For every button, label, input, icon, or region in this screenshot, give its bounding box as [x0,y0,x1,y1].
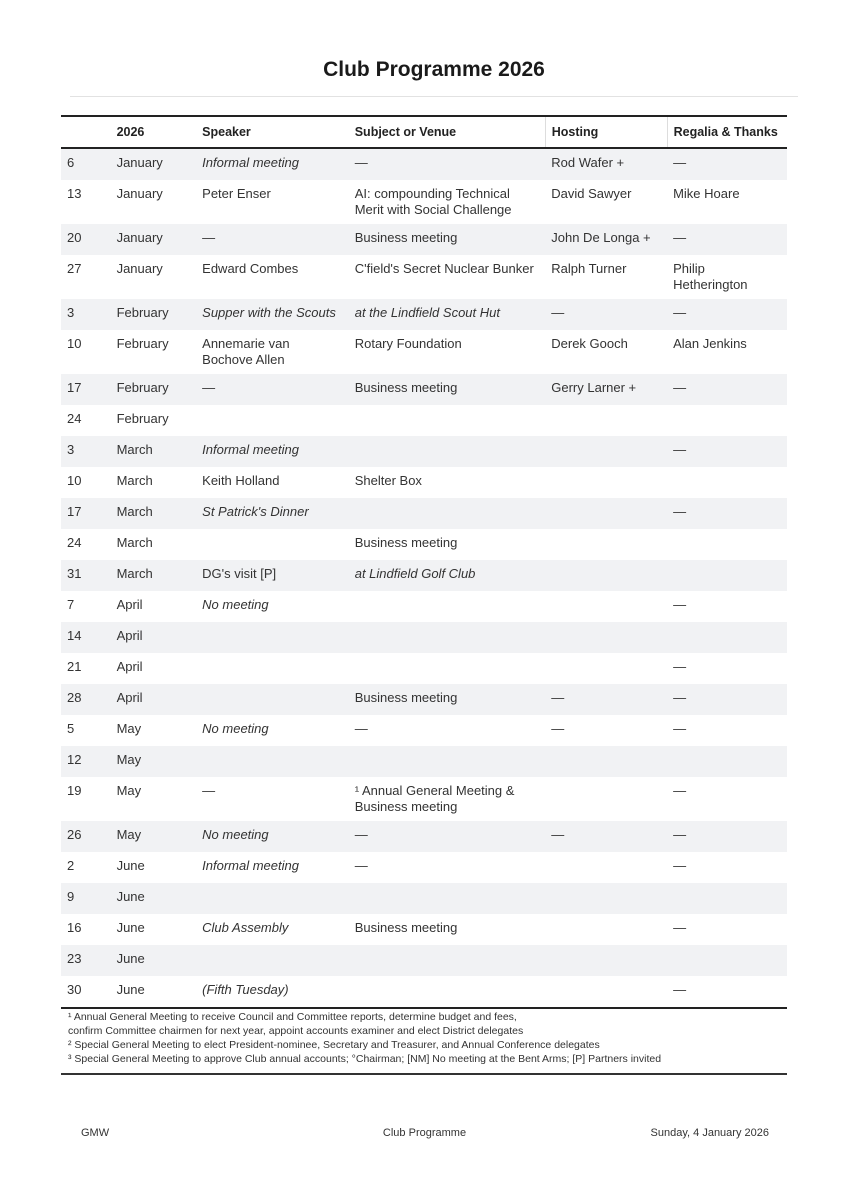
header-month: 2026 [111,116,197,148]
cell-speaker [196,883,349,914]
cell-subject: — [354,858,368,873]
cell-speaker [196,746,349,777]
cell-regalia: — [667,374,787,405]
cell-regalia: — [673,659,687,674]
table-row [61,436,787,467]
cell-regalia [667,746,787,777]
cell-month: June [111,976,197,1008]
table-row [61,777,787,821]
cell-hosting [545,883,667,914]
footnote-2: ² Special General Meeting to elect President-nominee, Secretary and Treasurer, and Annual Conference delegates [68,1039,600,1051]
table-row [61,330,787,374]
cell-speaker: — [196,224,349,255]
table-row [61,746,787,777]
table-row [61,976,787,1008]
table-body [61,148,787,1008]
cell-regalia: — [673,597,687,612]
cell-subject: Rotary Foundation [354,336,462,351]
cell-speaker [196,684,349,715]
cell-day: 23 [61,945,111,976]
cell-hosting [545,529,667,560]
cell-regalia: — [667,976,787,1008]
cell-day: 28 [61,684,111,715]
cell-month: January [116,186,163,201]
cell-regalia: — [667,821,787,852]
title-divider [70,96,798,97]
notes-divider [61,1073,787,1075]
cell-regalia: — [673,920,687,935]
cell-regalia [667,883,787,914]
cell-month: March [111,436,197,467]
cell-month: May [116,721,142,736]
cell-month: May [111,746,197,777]
cell-hosting [545,914,667,945]
cell-day: 16 [67,920,82,935]
header-hosting: Hosting [545,116,667,148]
cell-hosting [545,945,667,976]
cell-subject: at Lindfield Golf Club [349,560,546,591]
cell-speaker: No meeting [196,821,349,852]
cell-subject [349,405,546,436]
table-row [61,715,787,746]
table-row [61,299,787,330]
cell-month: June [116,920,145,935]
cell-day: 12 [61,746,111,777]
table-row [61,255,787,299]
cell-subject: C'field's Secret Nuclear Bunker [354,261,534,276]
cell-month: February [111,374,197,405]
cell-subject: at the Lindfield Scout Hut [349,299,546,330]
cell-speaker: Informal meeting [196,148,349,180]
table-row [61,591,787,622]
cell-regalia: Mike Hoare [673,186,740,201]
cell-hosting: David Sawyer [551,186,632,201]
table-row [61,653,787,684]
cell-subject [349,746,546,777]
cell-hosting: — [545,299,667,330]
cell-hosting [545,777,667,821]
cell-speaker: DG's visit [P] [196,560,349,591]
table-row [61,852,787,883]
cell-day: 6 [61,148,111,180]
cell-speaker: (Fifth Tuesday) [196,976,349,1008]
cell-subject: — [349,821,546,852]
cell-day: 14 [61,622,111,653]
cell-month: June [111,945,197,976]
cell-subject: Business meeting [349,684,546,715]
table-row [61,498,787,529]
cell-day: 21 [67,659,82,674]
cell-day: 19 [67,783,82,798]
cell-subject: Business meeting [349,224,546,255]
cell-day: 17 [61,374,111,405]
cell-regalia: Philip Hetherington [673,261,748,292]
cell-regalia [667,945,787,976]
table-row [61,560,787,591]
cell-regalia: — [667,684,787,715]
cell-hosting [545,976,667,1008]
cell-month: March [111,560,197,591]
cell-regalia: — [667,148,787,180]
cell-subject [349,622,546,653]
cell-day: 27 [67,261,82,276]
cell-speaker: Supper with the Scouts [196,299,349,330]
table-row [61,374,787,405]
table-row [61,883,787,914]
cell-hosting [545,622,667,653]
cell-hosting [545,591,667,622]
cell-subject: Business meeting [354,920,458,935]
table-row [61,529,787,560]
cell-hosting: Ralph Turner [551,261,627,276]
cell-regalia: — [673,783,687,798]
header-regalia: Regalia & Thanks [667,116,787,148]
cell-speaker [196,529,349,560]
cell-day: 3 [61,299,111,330]
cell-subject: ¹ Annual General Meeting & Business meeting [354,783,515,814]
table-row [61,224,787,255]
cell-speaker: — [196,374,349,405]
programme-table [61,115,787,1009]
cell-day: 26 [61,821,111,852]
cell-hosting: Rod Wafer + [545,148,667,180]
cell-month: April [111,684,197,715]
table-row [61,180,787,224]
cell-month: February [116,336,169,351]
cell-hosting [545,653,667,684]
table-row [61,821,787,852]
cell-regalia: — [673,721,687,736]
page-title: Club Programme 2026 [323,58,545,81]
cell-month: March [111,498,197,529]
cell-hosting [545,436,667,467]
cell-day: 13 [67,186,82,201]
cell-month: February [111,299,197,330]
cell-subject [349,498,546,529]
cell-month: May [116,783,142,798]
cell-speaker: — [202,783,216,798]
cell-regalia: — [667,436,787,467]
cell-day: 30 [61,976,111,1008]
cell-speaker [196,945,349,976]
cell-subject: — [349,148,546,180]
cell-month: March [116,535,153,550]
cell-subject [349,976,546,1008]
header-subject: Subject or Venue [349,116,546,148]
footnote-1a: ¹ Annual General Meeting to receive Council and Committee reports, determine budget and fees, [68,1011,517,1023]
cell-hosting: Derek Gooch [551,336,628,351]
cell-day: 7 [67,597,75,612]
table-row [61,622,787,653]
cell-month: January [116,261,163,276]
cell-subject [349,436,546,467]
header-day [61,116,111,148]
cell-subject: Shelter Box [354,473,422,488]
footnote-3: ³ Special General Meeting to approve Club annual accounts; °Chairman; [NM] No meeting at the Bent Arms; [P] Partners invited [68,1053,662,1065]
cell-subject: — [354,721,368,736]
cell-month: April [111,622,197,653]
table-row [61,148,787,180]
footer-author: GMW [81,1127,110,1139]
footnotes [68,1010,788,1066]
cell-subject: AI: compounding Technical Merit with Social Challenge [354,186,512,217]
cell-hosting [545,467,667,498]
table-row [61,405,787,436]
cell-month: February [116,411,169,426]
cell-subject [349,653,546,684]
table-row [61,467,787,498]
cell-regalia: — [667,224,787,255]
cell-regalia: — [673,858,687,873]
table-header-row [61,116,787,148]
table-row [61,914,787,945]
cell-speaker: St Patrick's Dinner [196,498,349,529]
cell-day: 2 [67,858,75,873]
cell-hosting [545,498,667,529]
cell-hosting: — [545,821,667,852]
cell-hosting: — [545,684,667,715]
cell-speaker: Informal meeting [196,436,349,467]
cell-month: June [111,883,197,914]
cell-speaker [196,622,349,653]
cell-regalia: — [667,299,787,330]
table-row [61,684,787,715]
cell-day: 20 [61,224,111,255]
cell-speaker: Annemarie van Bochove Allen [202,336,290,367]
cell-day: 3 [61,436,111,467]
cell-regalia [667,622,787,653]
cell-month: April [116,597,143,612]
cell-subject: Business meeting [349,374,546,405]
cell-day: 31 [61,560,111,591]
cell-month: January [111,224,197,255]
cell-speaker: No meeting [202,597,269,612]
cell-regalia [667,405,787,436]
cell-speaker [196,653,349,684]
cell-speaker [196,405,349,436]
footnote-1b: confirm Committee chairmen for next year, appoint accounts examiner and elect District delegates [68,1025,524,1037]
cell-day: 5 [67,721,75,736]
cell-hosting [545,746,667,777]
cell-hosting: — [551,721,565,736]
cell-regalia [667,467,787,498]
cell-subject: Business meeting [354,535,458,550]
header-speaker: Speaker [196,116,349,148]
cell-speaker: Club Assembly [202,920,289,935]
cell-subject [349,591,546,622]
cell-day: 9 [61,883,111,914]
cell-speaker: Keith Holland [202,473,280,488]
cell-speaker: No meeting [202,721,269,736]
cell-month: March [116,473,153,488]
cell-month: January [111,148,197,180]
cell-subject [349,883,546,914]
cell-hosting: Gerry Larner + [545,374,667,405]
cell-day: 24 [67,411,82,426]
cell-day: 24 [67,535,82,550]
cell-day: 10 [67,473,82,488]
cell-month: May [111,821,197,852]
cell-speaker: Edward Combes [202,261,299,276]
cell-day: 17 [61,498,111,529]
footer-title: Club Programme [382,1127,467,1139]
cell-regalia: — [667,498,787,529]
cell-hosting [545,405,667,436]
table-row [61,945,787,976]
cell-regalia [667,560,787,591]
cell-month: April [116,659,143,674]
cell-regalia [667,529,787,560]
cell-hosting [545,560,667,591]
cell-day: 10 [67,336,82,351]
cell-regalia: Alan Jenkins [673,336,747,351]
cell-month: June [116,858,145,873]
cell-subject [349,945,546,976]
cell-hosting [545,852,667,883]
cell-hosting: John De Longa + [545,224,667,255]
cell-speaker: Informal meeting [202,858,299,873]
footer-date: Sunday, 4 January 2026 [650,1127,769,1139]
cell-speaker: Peter Enser [202,186,271,201]
